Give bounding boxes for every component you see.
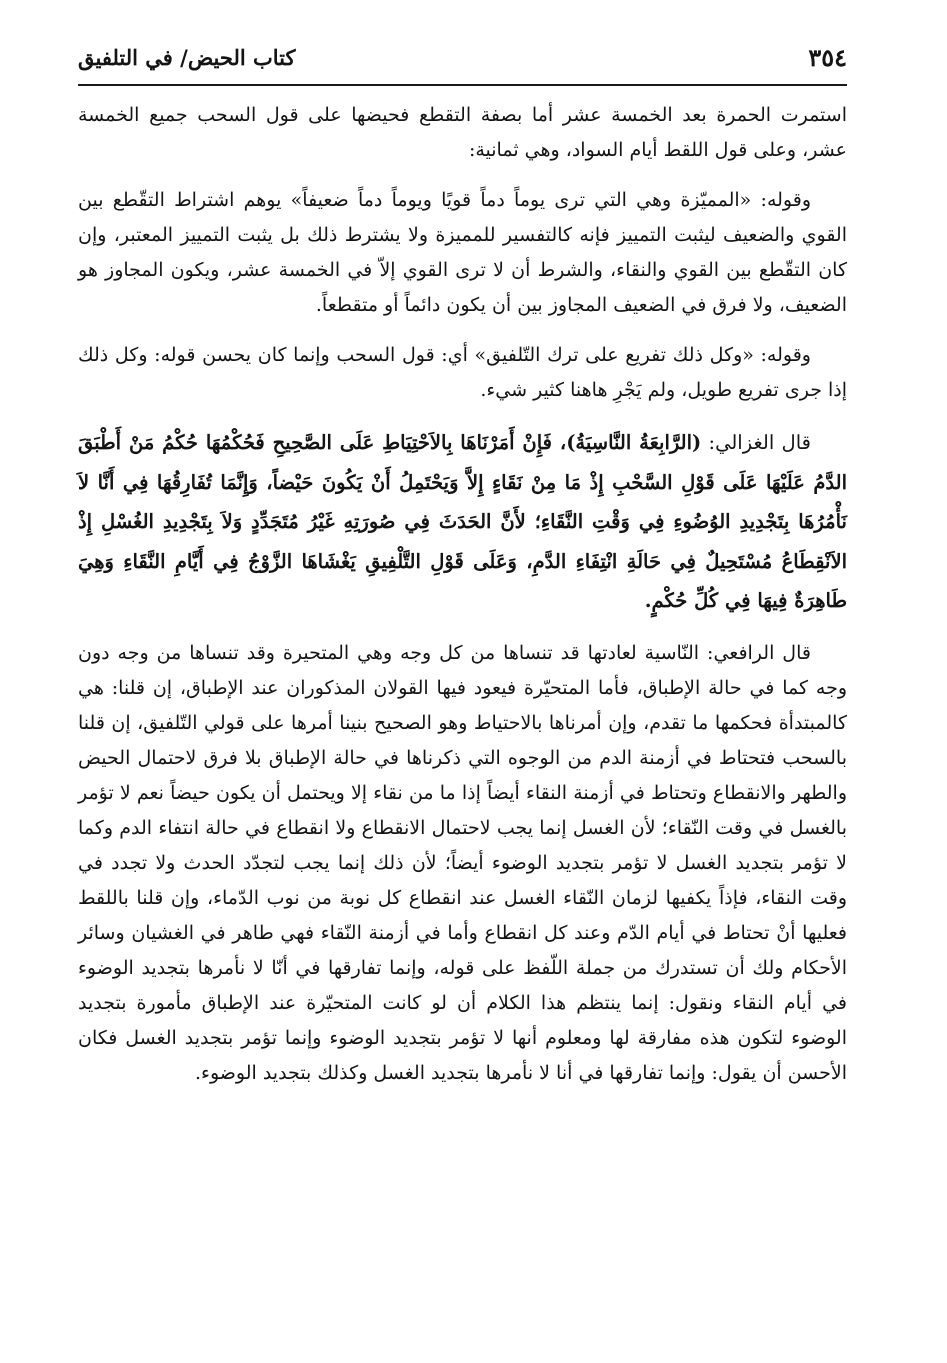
page-number: ٣٥٤: [808, 42, 847, 72]
page-header: [78, 30, 847, 86]
paragraph-continuation: استمرت الحمرة بعد الخمسة عشر أما بصفة التقطع فحيضها على قول السحب جميع الخمسة عشر، وعلى قول اللقط أيام السواد، وهي ثمانية:: [78, 104, 847, 161]
paragraph-commentary-2: وقوله: «وكل ذلك تفريع على ترك التّلفيق» أي: قول السحب وإنما كان يحسن قوله: وكل ذلك إذا جرى تفريع طويل، ولم يَجْرِ هاهنا كثير شيء.: [78, 344, 847, 401]
quote-intro: قال الغزالي:: [701, 431, 811, 454]
paragraph-ghazali-quote: [78, 423, 847, 621]
body-text: [78, 98, 847, 1106]
paragraph-commentary-1: وقوله: «المميّزة وهي التي ترى يوماً دماً قويًا ويوماً دماً ضعيفاً» يوهم اشتراط التقّطع بين القوي والضعيف ليثبت التمييز فإنه كالتفسير للمميزة ولا يشترط ذلك بل يثبت التمييز المعتبر، وإن كان التقّطع بين القوي والنقاء، والشرط أن لا ترى القوي إلاّ في الخمسة عشر، ويكون المجاوز هو الضعيف، ولا فرق في الضعيف المجاوز بين أن يكون دائماً أو متقطعاً.: [78, 189, 847, 316]
quote-text: (الرَّابِعَةُ النَّاسِيَةُ)، فَإِنْ أَمَرْنَاهَا بِالاَحْتِيَاطِ عَلَى الصَّحِيحِ فَحُكْمُهَا حُكْمُ مَنْ أَطْبَقَ الدَّمُ عَلَيْهَا عَلَى قَوْلِ السَّحْبِ إِذْ مَا مِنْ نَقَاءٍ إِلاَّ وَيَحْتَمِلُ أَنْ يَكُونَ حَيْضاً، وَإِنَّمَا تُفَارِقُهَا فِي أَنَّا لاَ نَأْمُرُهَا بِتَجْدِيدِ الوُضُوءِ فِي وَقْتِ النَّقَاءِ؛ لأَنَّ الحَدَثَ فِي صُورَتِهِ غَيْرُ مُتَجَدِّدٍ وَلاَ بِتَجْدِيدِ الغُسْلِ إِذْ الاَنْقِطَاعُ مُسْتَحِيلٌ فِي حَالَةِ انْتِفَاءِ الدَّمِ، وَعَلَى قَوْلِ التَّلْفِيقِ يَغْشَاهَا الزَّوْجُ فِي أَيَّامِ النَّقَاءِ وَهِيَ طَاهِرَةٌ فِيهَا فِي كُلِّ حُكْمٍ.: [78, 431, 847, 612]
running-title: كتاب الحيض/ في التلفيق: [78, 44, 296, 70]
paragraph-rafii: قال الرافعي: النّاسية لعادتها قد تنساها من كل وجه وهي المتحيرة وقد تنساها من وجه دون وجه كما في حالة الإطباق، فأما المتحيّرة فيعود فيها القولان المذكوران عند الإطباق، إن قلنا: هي كالمبتدأة فحكمها ما تقدم، وإن أمرناها بالاحتياط وهو الصحيح بنينا أمرها على قولي التّلفيق، إن قلنا بالسحب فتحتاط في أزمنة الدم من الوجوه التي ذكرناها في حالة الإطباق بلا فرق لاحتمال الحيض والطهر والانقطاع وتحتاط في أزمنة النقاء أيضاً إذا ما من نقاء إلا ويحتمل أن يكون حيضاً نعم لا تؤمر بالغسل في وقت النّقاء؛ لأن الغسل إنما يجب لاحتمال الانقطاع ولا انقطاع في حالة انتفاء الدم وكما لا تؤمر بتجديد الغسل لا تؤمر بتجديد الوضوء أيضاً؛ لأن ذلك إنما يجب لتجدّد الحدث ولا تجدد في وقت النقاء، فإذاً يكفيها لزمان النّقاء الغسل عند انقطاع كل نوبة من نوب الدّماء، وإن قلنا باللقط فعليها أنْ تحتاط في أيام الدّم وعند كل انقطاع وأما في أزمنة النّقاء فهي طاهر في الغشيان وسائر الأحكام ولك أن تستدرك من جملة اللّفظ على قوله، وإنما تفارقها في أنّا لا نأمرها بتجديد الوضوء في أيام النقاء ونقول: إنما ينتظم هذا الكلام أن لو كانت المتحيّرة عند الإطباق مأمورة بتجديد الوضوء لتكون هذه مفارقة لها ومعلوم أنها لا تؤمر بتجديد الوضوء وإنما تؤمر بتجديد الغسل فكان الأحسن أن يقول: وإنما تفارقها في أنا لا نأمرها بتجديد الغسل وكذلك بتجديد الوضوء.: [78, 641, 847, 1084]
